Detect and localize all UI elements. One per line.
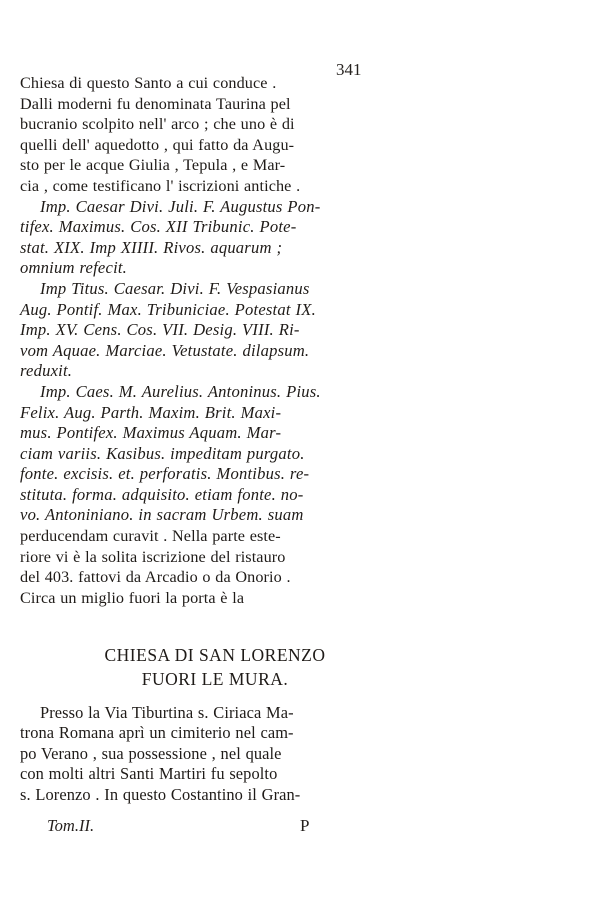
after-inscription-line-4: Circa un miglio fuori la porta è la	[20, 588, 245, 607]
inscription-2-line-5: reduxit.	[20, 361, 73, 381]
inscription-1-line-1: Imp. Caesar Divi. Juli. F. Augustus Pon-	[40, 196, 321, 216]
body-line-5: sto per le acque Giulia , Tepula , e Mar-	[20, 156, 286, 175]
inscription-2-line-1: Imp Titus. Caesar. Divi. F. Vespasianus	[40, 278, 310, 298]
lower-line-2: trona Romana aprì un cimiterio nel cam-	[20, 723, 294, 743]
inscription-3-line-6: stituta. forma. adquisito. etiam fonte. no-	[20, 484, 304, 504]
lower-line-1: Presso la Via Tiburtina s. Ciriaca Ma-	[40, 703, 294, 722]
body-line-2: Dalli moderni fu denominata Taurina pel	[20, 94, 291, 113]
body-line-6: cia , come testificano l' iscrizioni antiche .	[20, 176, 301, 195]
inscription-2-line-4: vom Aquae. Marciae. Vetustate. dilapsum.	[20, 340, 310, 360]
lower-line-5: s. Lorenzo . In questo Costantino il Gran-	[20, 784, 301, 804]
body-line-3: bucranio scolpito nell' arco ; che uno è di	[20, 115, 295, 134]
inscription-2-line-3: Imp. XV. Cens. Cos. VII. Desig. VIII. Ri-	[20, 320, 300, 340]
body-line-4: quelli dell' aquedotto , qui fatto da Augu-	[20, 135, 295, 154]
lower-text-block	[20, 703, 440, 805]
signature-mark: P	[300, 816, 310, 835]
main-text-block	[20, 73, 430, 608]
inscription-3-line-2: Felix. Aug. Parth. Maxim. Brit. Maxi-	[20, 402, 282, 422]
inscription-3-line-7: vo. Antoniniano. in sacram Urbem. suam	[20, 505, 304, 525]
body-line-1: Chiesa di questo Santo a cui conduce .	[20, 74, 277, 92]
lower-line-4: con molti altri Santi Martiri fu sepolto	[20, 764, 278, 784]
page-number: 341	[336, 60, 362, 79]
inscription-1-line-3: stat. XIX. Imp XIIII. Rivos. aquarum ;	[20, 237, 283, 257]
inscription-3-line-4: ciam variis. Kasibus. impeditam purgato.	[20, 443, 305, 463]
after-inscription-line-1: perducendam curavit . Nella parte este-	[20, 527, 281, 546]
inscription-1-line-4: omnium refecit.	[20, 258, 128, 278]
volume-footer: Tom.II.	[47, 816, 95, 835]
lower-line-3: po Verano , sua possessione , nel quale	[20, 743, 282, 763]
inscription-3-line-1: Imp. Caes. M. Aurelius. Antoninus. Pius.	[40, 381, 321, 401]
section-subtitle: FUORI LE MURA.	[141, 669, 289, 689]
inscription-3-line-3: mus. Pontifex. Maximus Aquam. Mar-	[20, 423, 282, 443]
inscription-3-line-5: fonte. excisis. et. perforatis. Montibus. re-	[20, 464, 310, 484]
after-inscription-line-2: riore vi è la solita iscrizione del ristauro	[20, 547, 286, 566]
section-title: CHIESA DI SAN LORENZO	[104, 645, 326, 665]
inscription-1-line-2: tifex. Maximus. Cos. XII Tribunic. Pote-	[20, 217, 297, 237]
inscription-2-line-2: Aug. Pontif. Max. Tribuniciae. Potestat IX.	[20, 299, 316, 319]
after-inscription-line-3: del 403. fattovi da Arcadio o da Onorio .	[20, 568, 291, 587]
